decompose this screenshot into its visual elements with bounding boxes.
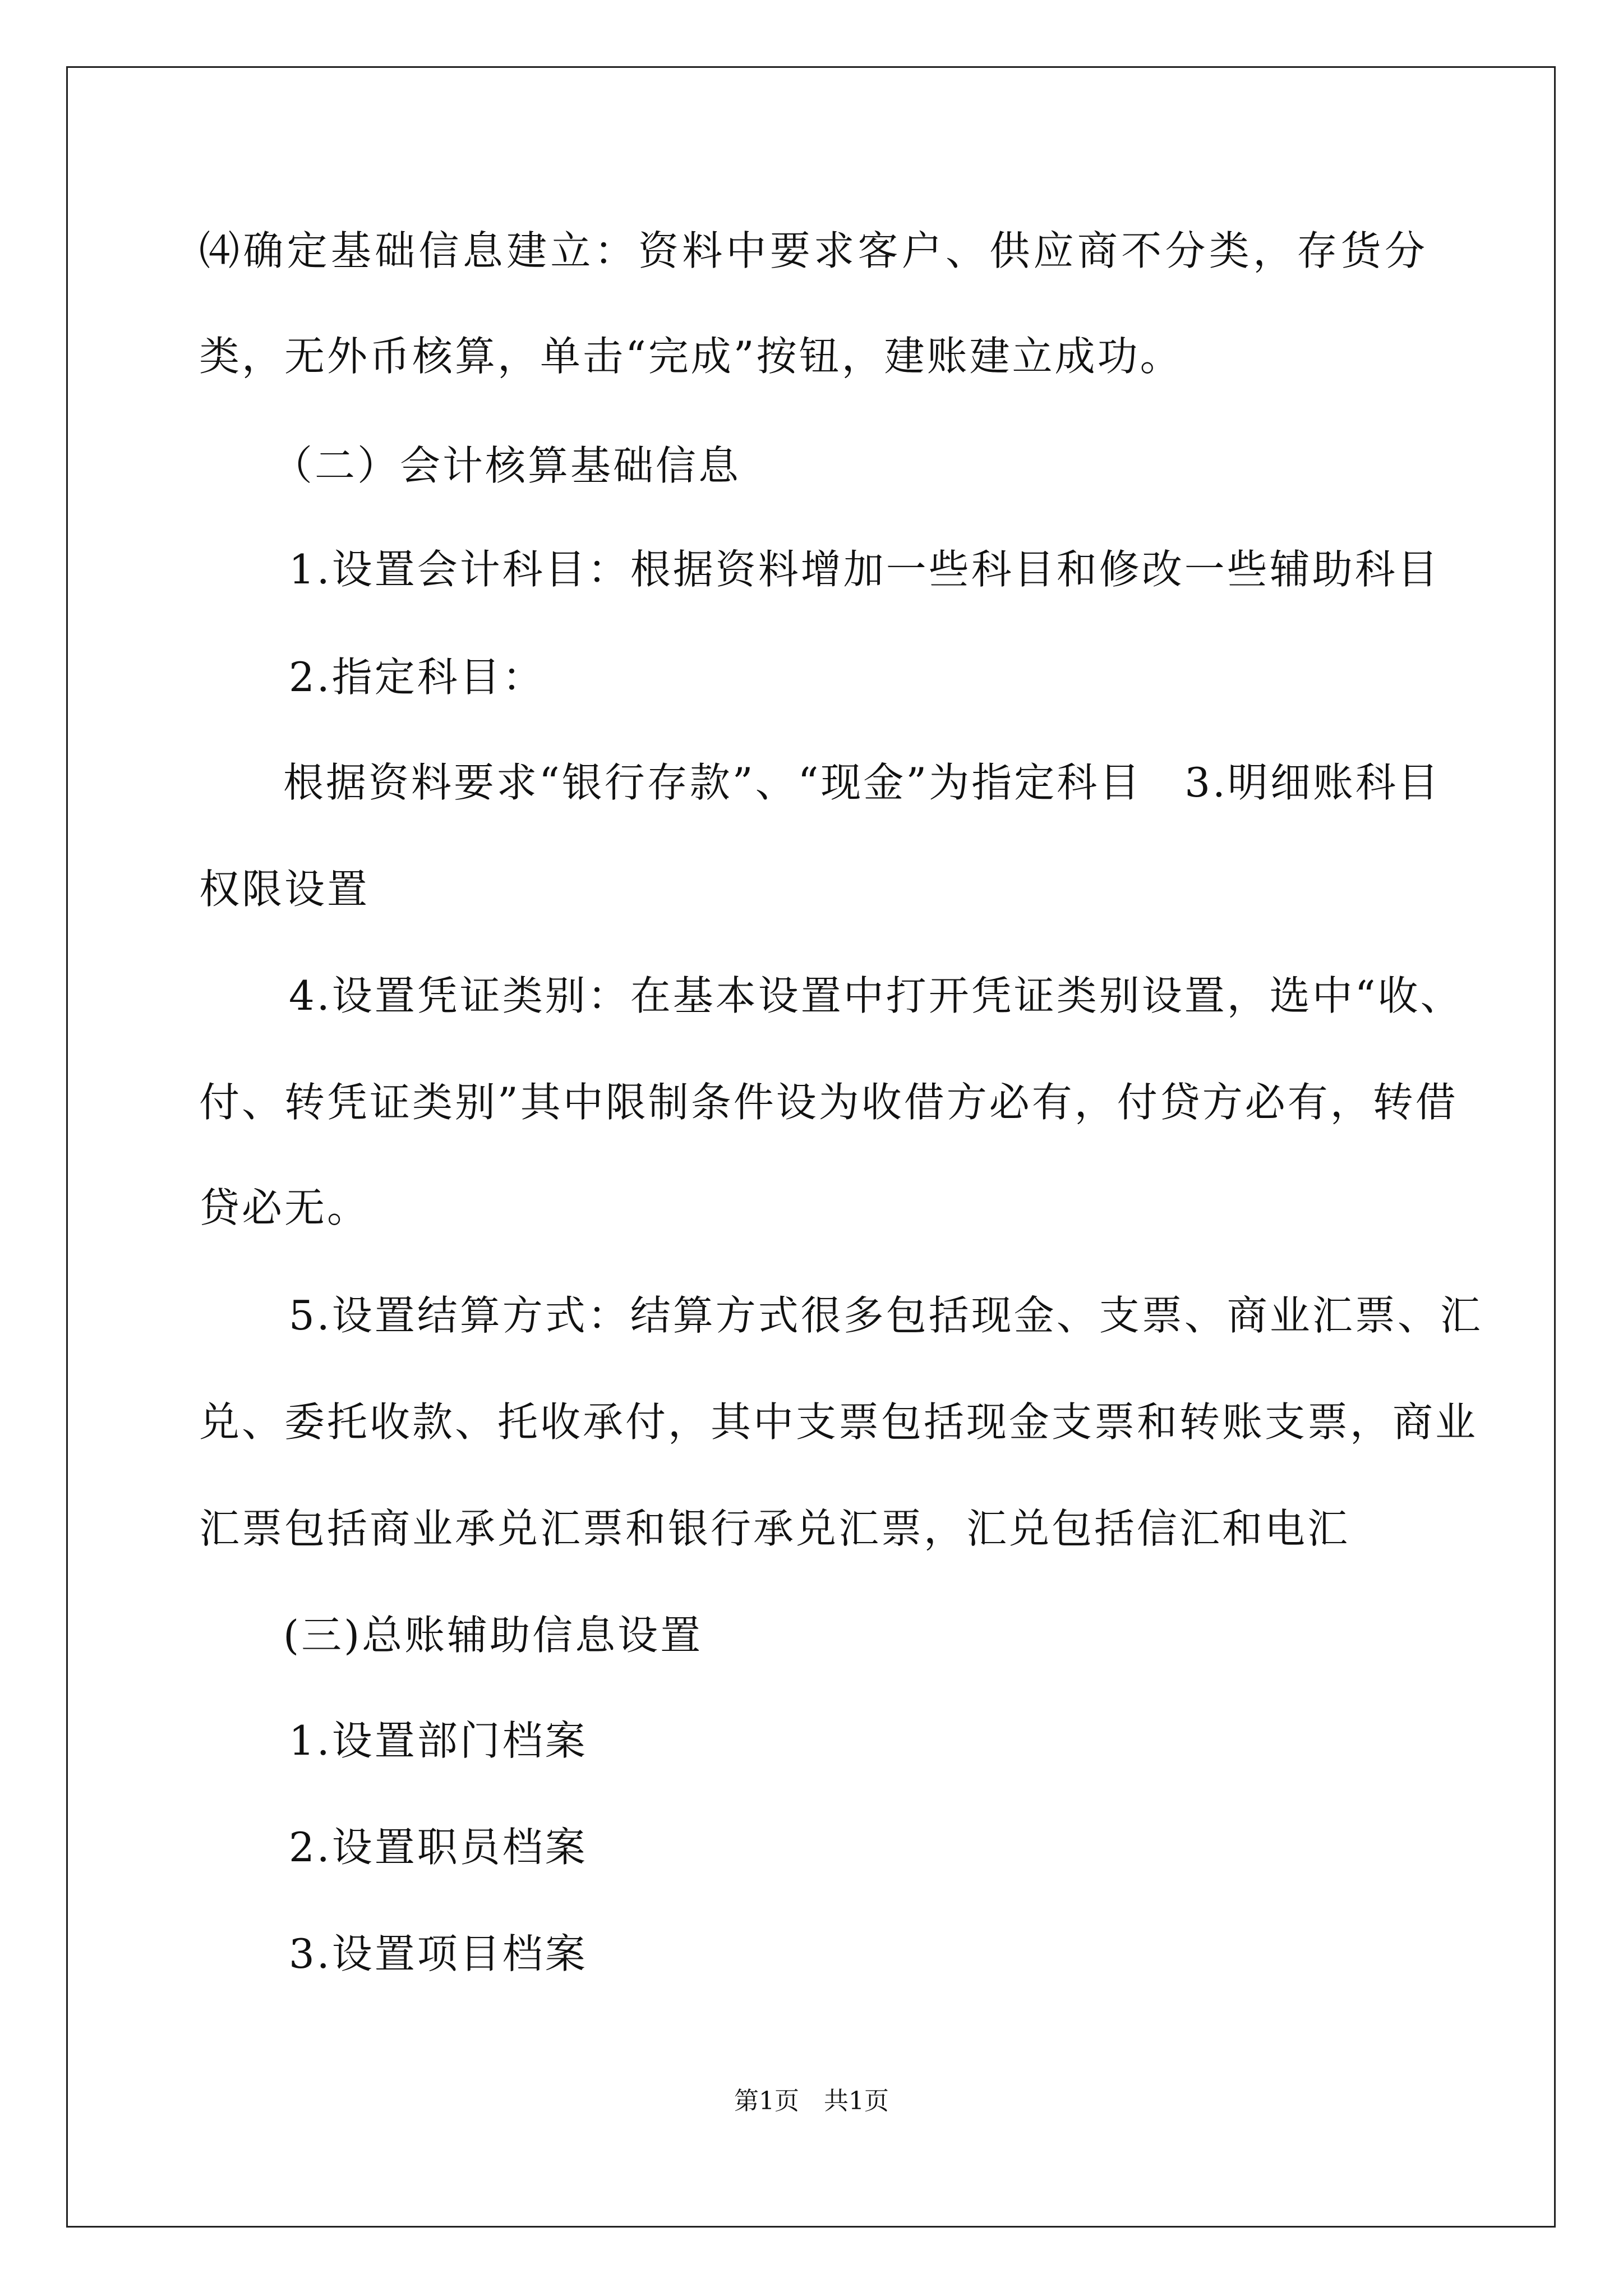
paragraph-line: 2.设置职员档案: [289, 1824, 588, 1871]
paragraph-line: 付、转凭证类别”其中限制条件设为收借方必有，付贷方必有，转借: [199, 1079, 1458, 1126]
paragraph-line: 5.设置结算方式：结算方式很多包括现金、支票、商业汇票、汇: [289, 1292, 1483, 1339]
paragraph-line: 根据资料要求“银行存款”、“现金”为指定科目 3.明细账科目: [283, 759, 1441, 806]
section-heading: （二）会计核算基础信息: [272, 442, 741, 489]
paragraph-line: 汇票包括商业承兑汇票和银行承兑汇票，汇兑包括信汇和电汇: [199, 1505, 1350, 1552]
section-heading: (三)总账辅助信息设置: [283, 1612, 703, 1659]
paragraph-line: 1.设置会计科目：根据资料增加一些科目和修改一些辅助科目: [289, 546, 1440, 593]
paragraph-line: 兑、委托收款、托收承付，其中支票包括现金支票和转账支票，商业: [199, 1398, 1478, 1446]
paragraph-line: 贷必无。: [199, 1184, 370, 1231]
page-border: [66, 66, 1556, 2228]
paragraph-line: 类，无外币核算，单击“完成”按钮，建账建立成功。: [199, 333, 1183, 380]
page-number: 第1页 共1页: [734, 2087, 889, 2115]
paragraph-line: ⑷确定基础信息建立：资料中要求客户、供应商不分类，存货分: [199, 227, 1427, 274]
paragraph-line: 4.设置凭证类别：在基本设置中打开凭证类别设置，选中“收、: [289, 972, 1463, 1019]
paragraph-line: 权限设置: [199, 866, 370, 913]
paragraph-line: 2.指定科目：: [289, 654, 545, 701]
paragraph-line: 3.设置项目档案: [289, 1930, 588, 1977]
paragraph-line: 1.设置部门档案: [289, 1717, 588, 1764]
